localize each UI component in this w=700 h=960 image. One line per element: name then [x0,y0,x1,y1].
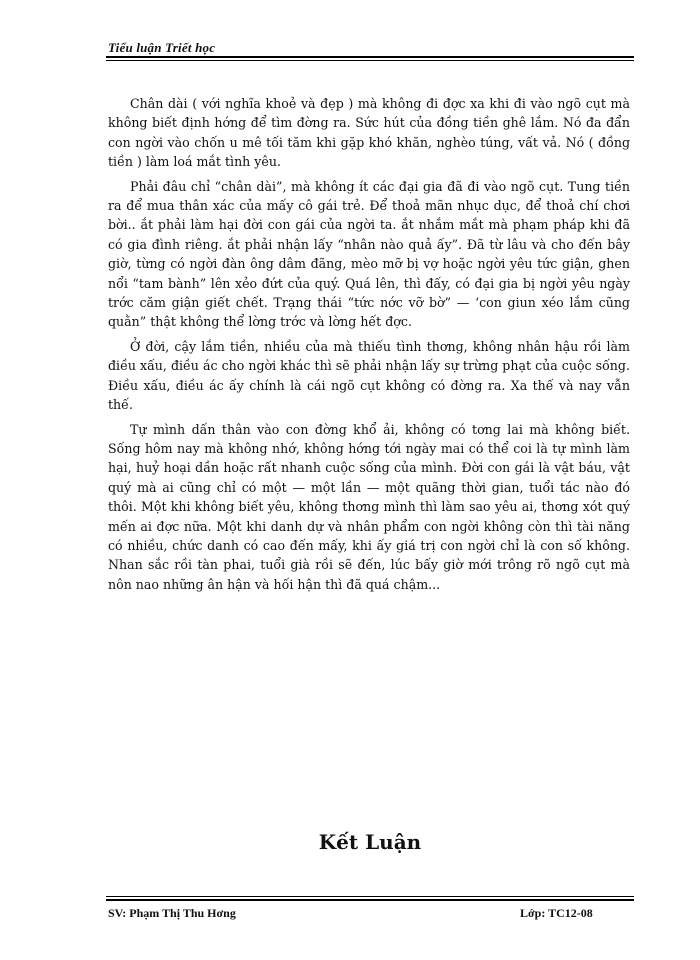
section-heading: Kết Luận [318,830,422,854]
paragraph: Ở đời, cậy lắm tiền, nhiều của mà thiếu tình thơng, không nhân hậu rồi làm điều xấu, điều ác cho ngời khác thì sẽ phải nhận lấy sự trừng phạt của cuộc sống. Điều xấu, điều ác ấy chính là cái ngõ cụt không có đờng ra. Xa thế và nay vẫn thế. [108,338,630,413]
header-divider [106,56,634,58]
body-text [108,94,630,599]
footer-divider-thin [106,896,634,897]
footer-student-name: SV: Phạm Thị Thu Hơng [108,906,236,920]
footer-divider [106,899,634,901]
footer-class: Lớp: TC12-08 [520,906,593,920]
paragraph: Chân dài ( với nghĩa khoẻ và đẹp ) mà không đi đợc xa khi đi vào ngõ cụt mà không biết định hớng để tìm đờng ra. Sức hút của đồng tiền ghê lắm. Nó đa đẩn con ngời vào chốn u mê tối tăm khi gặp khó khăn, nghèo túng, vất vả. Nó ( đồng tiền ) làm loá mắt tình yêu. [108,96,630,170]
paragraph: Phải đâu chỉ “chân dài”, mà không ít các đại gia đã đi vào ngõ cụt. Tung tiền ra để mua thân xác của mấy cô gái trẻ. Để thoả mãn nhục dục, để thoả chí chơi bời.. ắt phải làm hại đời con gái của ngời ta. ắt nhắm mắt mà phạm pháp khi đã có gia đình riêng. ắt phải nhận lấy “nhân nào quả ấy”. Đã từ lâu và cho đến bây giờ, từng có ngời đàn ông dâm đãng, mèo mỡ bị vợ hoặc ngời yêu tức giận, ghen nổi “tam bành” lên xẻo đứt của quý. Quá lên, thì đấy, có đại gia bị ngời yêu ngày trớc căm giận giết chết. Trạng thái “tức nớc vỡ bờ” — ‘con giun xéo lắm cũng quằn” thật không thể lờng trớc và lờng hết đợc. [108,178,630,330]
header-divider-thin [106,60,634,61]
paragraph: Tự mình dấn thân vào con đờng khổ ải, không có tơng lai mà không biết. Sống hôm nay mà không nhớ, không hớng tới ngày mai có thể coi là tự mình làm hại, huỷ hoại dần hoặc rất nhanh cuộc sống của mình. Đời con gái là vật báu, vật quý mà ai cũng chỉ có một — một lần — một quãng thời gian, tuổi tác nào đó thôi. Một khi không biết yêu, không thơng mình thì làm sao yêu ai, thơng xót quý mến ai đợc nữa. Một khi danh dự và nhân phẩm con ngời không còn thì tài năng có nhiều, chức danh có cao đến mấy, khi ấy giá trị con ngời chỉ là con số không. Nhan sắc rồi tàn phai, tuổi già rồi sẽ đến, lúc bấy giờ mới trông rõ ngõ cụt mà nôn nao những ân hận và hối hận thì đã quá chậm... [108,421,630,592]
header-title: Tiểu luận Triết học [108,40,216,55]
